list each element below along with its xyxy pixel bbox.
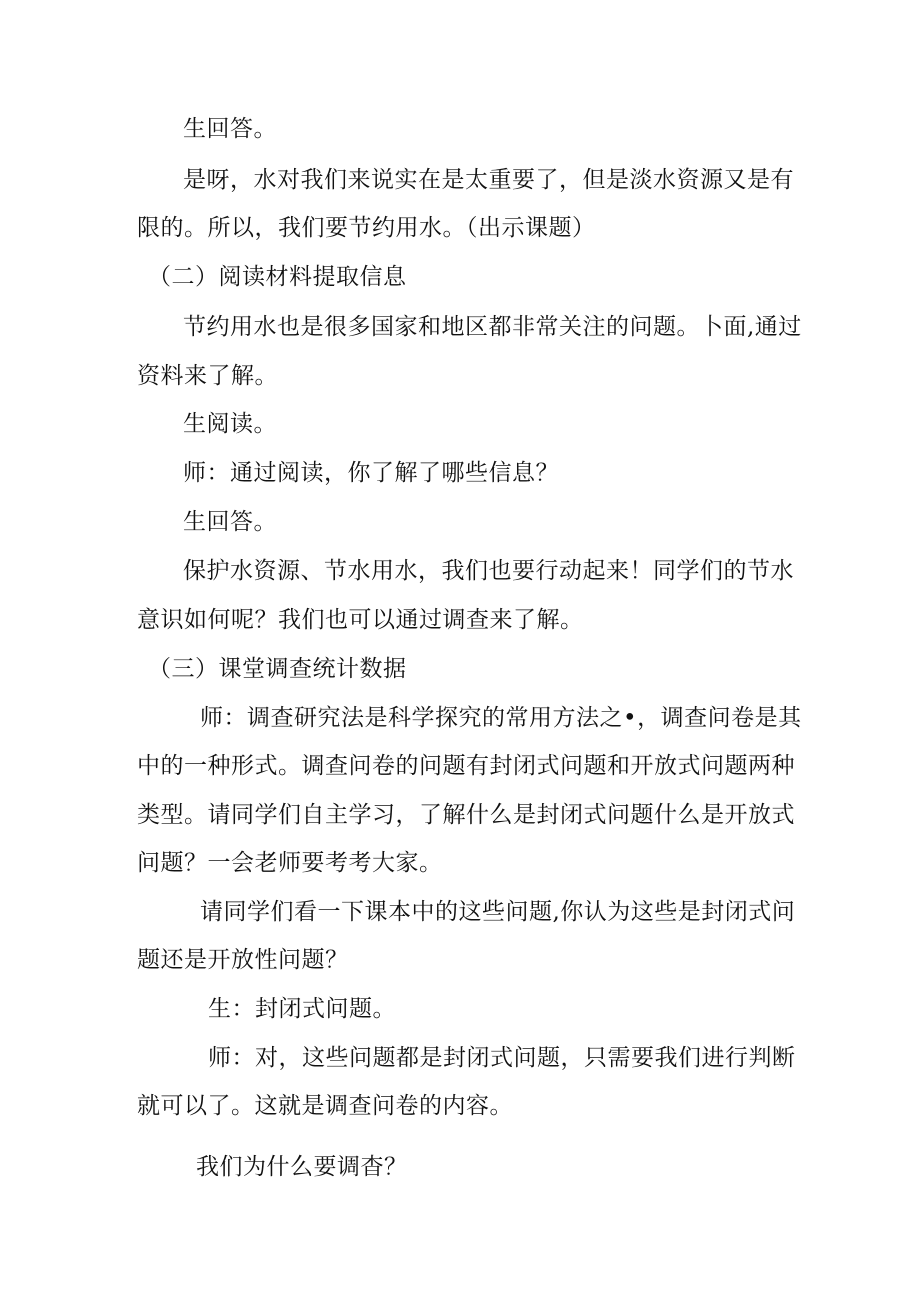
text-line: 节约用水也是很多国家和地区都非常关注的问题。卜面,通过 bbox=[183, 314, 802, 340]
text-line: 就可以了。这就是调查问卷的内容。 bbox=[137, 1093, 513, 1119]
text-line: 是呀，水对我们来说实在是太重要了，但是淡水资源又是有 bbox=[183, 167, 794, 193]
text-line: 请同学们看一下课本中的这些问题,你认为这些是封闭式问 bbox=[200, 899, 796, 925]
text-line: 资料来了解。 bbox=[137, 363, 278, 389]
text-line: 生回答。 bbox=[183, 509, 277, 535]
text-line: 生：封闭式问题。 bbox=[208, 996, 396, 1022]
text-line: 类型。请同学们自主学习，了解什么是封闭式问题什么是开放式 bbox=[137, 802, 795, 828]
text-line: 题还是开放性问题？ bbox=[137, 947, 349, 973]
text-line: 师：对，这些问题都是封闭式问题，只需要我们进行判断 bbox=[208, 1045, 796, 1071]
text-line: 问题？一会老师要考考大家。 bbox=[137, 850, 443, 876]
text-line: 保护水资源、节水用水，我们也要行动起来！同学们的节水 bbox=[183, 558, 794, 584]
section-heading: （二）阅读材料提取信息 bbox=[148, 264, 407, 290]
text-line: 生回答。 bbox=[183, 116, 277, 142]
text-line: 中的一种形式。调查问卷的问题有封闭式问题和开放式问题两种 bbox=[137, 753, 795, 779]
text-line: 生阅读。 bbox=[183, 411, 277, 437]
text-line: 意识如何呢？我们也可以通过调查来了解。 bbox=[137, 607, 584, 633]
text-line: 师：调查研究法是科学探究的常用方法之•，调查问卷是其 bbox=[200, 705, 802, 731]
section-heading: （三）课堂调查统计数据 bbox=[148, 656, 407, 682]
text-line: 师：通过阅读，你了解了哪些信息？ bbox=[183, 460, 559, 486]
text-line: 我们为什么要调杳？ bbox=[196, 1154, 408, 1180]
text-line: 限的。所以，我们要节约用水。（出示课题） bbox=[137, 215, 596, 241]
